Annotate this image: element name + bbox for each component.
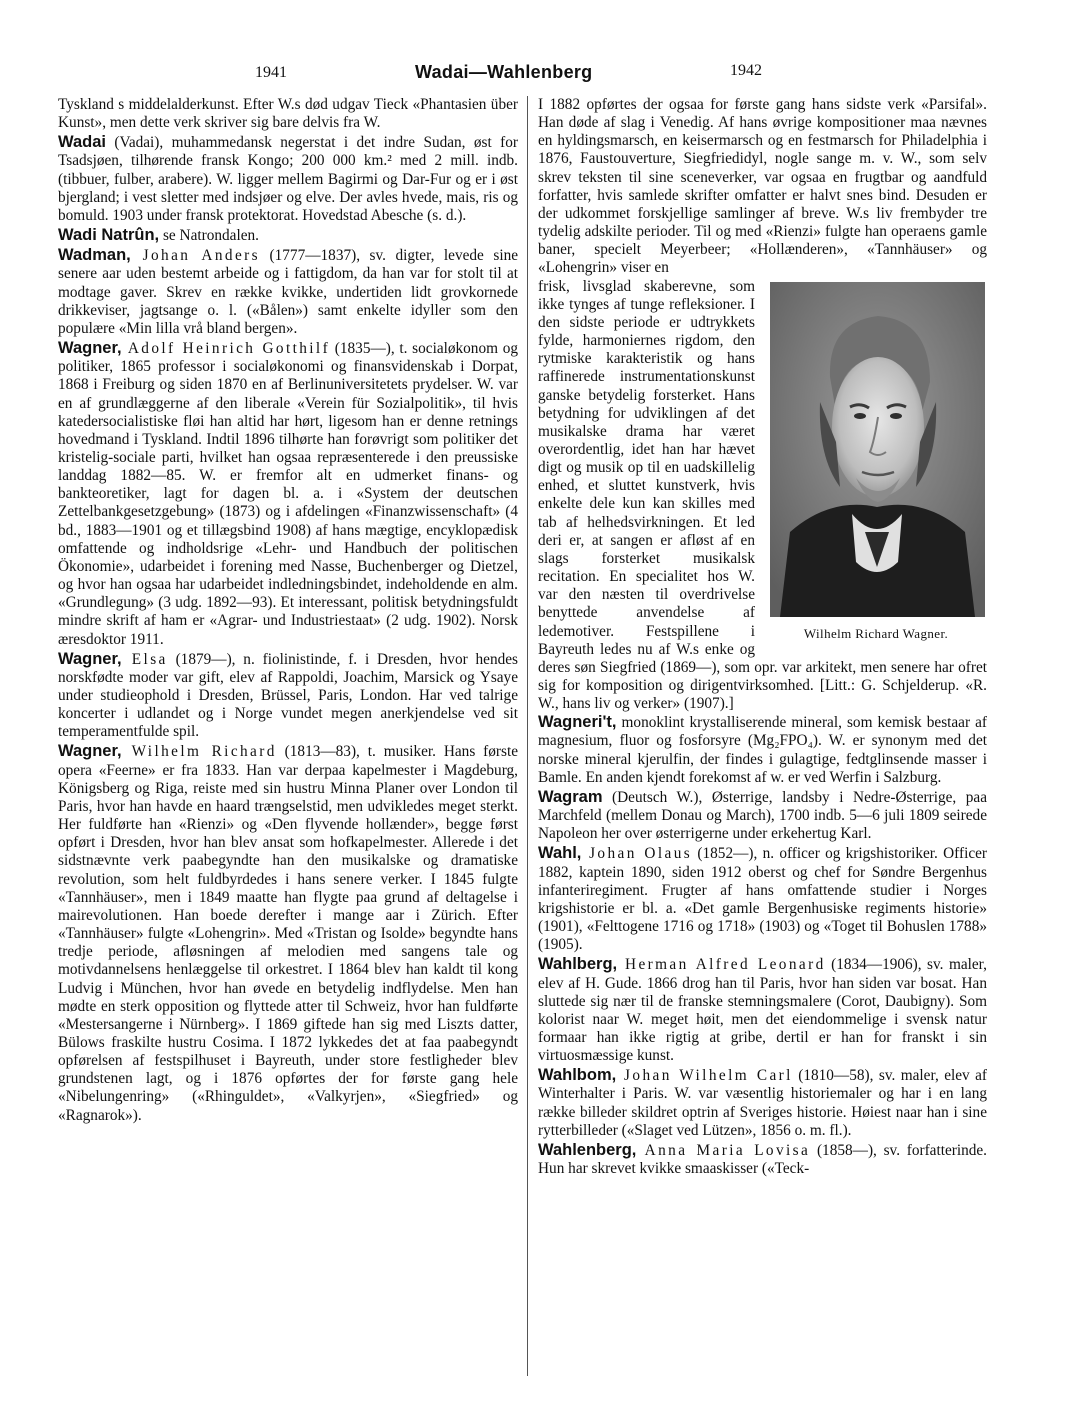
dictionary-entry (538, 788, 987, 843)
portrait-figure (765, 282, 987, 643)
portrait-caption: Wilhelm Richard Wagner. (803, 625, 949, 641)
dictionary-entry (58, 96, 518, 132)
entry-person-name: Wilhelm Richard (121, 743, 277, 761)
entry-body: (1835—), t. socialøkonom og politiker, 1865 professor i socialøkonomi og finansvidenskab i Dorpat, 1868 i Freiburg og siden 1870 en af Berlinuniversitetets prydelser. W. var en af grundlæggerne af den liberale «Verein für Sozialpolitik», til hvis katedersocialistiske fløi han altid har hørt, ligesom han er denne retnings hovedmand i Tyskland. Indtil 1896 tilhørte han forøvrigt som politiker det kristelig-sociale parti, hvilket han ogsaa repræsenterede i den preussiske landdag 1882—85. W. er fremfor alt en udmerket finans- og bankteoretiker, lagt for dagen bl. a. i «System der deutschen Zettelbankgesetzgebung» (1873) og i afdelingen «Finanzwissenschaft» (4 bd., 1883—1901 og et tillægsbind 1908) af hans mægtige, encyklopædisk omfattende og indholdsrige «Lehr- und Handbuch der politischen Ökonomie», udarbeidet i forening med Nasse, Buchenberger og Dietzel, og hvor han ogsaa har udarbeidet indledningsbindet, indeholdende en alm. «Grundlegung» (3 udg. 1892—93). Et interessant, politisk betydningsfuldt mindre skrift af ham er «Agrar- und Industriestaat» (2 udg. 1902). Norsk æresdoktor 1911. (58, 340, 518, 648)
entry-body: (1813—83), t. musiker. Hans første opera «Feerne» er fra 1833. Han var derpaa kapelmester i Magdeburg, Königsberg og Riga, reiste med sin hustru Minna Planer over London til Paris, hvor han havde en haard trængselstid, men udvikledes meget sterkt. Her fuldførte han «Rienzi» og «Den flyvende hollænder», begge først opført i Dresden, hvor han blev ansat som hofkapelmester. Allerede i det sidstnævnte verk paabegyndte han den musikalske og dramatiske revolution, som helt fuldbyrdedes i hans senere verker. I 1845 fulgte «Tannhäuser», men i 1849 maatte han flygte paa grund af deltagelse i mairevolutionen. Han boede derefter i mange aar i Zürich. Efter «Tannhäuser» fulgte «Lohengrin». Med «Tristan og Isolde» begyndte hans tredje periode, afløsningen af melodien med sangens tale og motivdannelsens henlæggelse til orkestret. I 1864 blev han kaldt til kong Ludvig i München, hvor han øvede en betydelig indflydelse. Men han mødte en sterk opposition og flyttede atter til Schweiz, hvor han fuldførte «Mestersangerne i Nürnberg». I 1869 giftede han sig med Liszts datter, Bülows fraskilte hustru Cosima. I 1872 lykkedes det at faa paabegyndt opførelsen af festspilhuset i Bayreuth, under store festligheder blev grundstenen lagt, og i 1876 opførtes der for første gang hele «Nibelungenring» («Rhinguldet», «Valkyrjen», «Siegfried» og «Ragnarok»). (58, 743, 518, 1124)
entry-body: (1858—), sv. forfatterinde. Hun har skrevet kvikke smaaskisser («Teck- (538, 1141, 988, 1178)
entry-person-name: Anna Maria Lovisa (636, 1141, 811, 1159)
running-head: Wadai—Wahlenberg (415, 62, 593, 82)
entry-headword: Wagner, (58, 742, 122, 761)
dictionary-entry (58, 133, 518, 225)
entry-headword: Wahlenberg, (538, 1140, 637, 1159)
entry-person-name: Elsa (121, 650, 168, 668)
dictionary-entry (58, 742, 518, 1124)
entry-headword: Wahl, (538, 844, 582, 863)
entry-body: (1852—), n. officer og krigshistoriker. Officer 1882, kaptein 1890, siden 1912 oberst og chef for Søndre Bergenhus infanteriregiment. Frugter af hans omfattende studier i Norges krigshistorie er bl. a. «Det gamle Bergenhusiske regiments historie» (1901), «Felttogene 1716 og 1718» (1903) og «Toget til Bohuslen 1788» (1905). (538, 845, 988, 954)
wagner-continuation-wrap: frisk, livsglad skaberevne, som ikke tynges af tunge refleksioner. I den sidste periode er udtrykkets fylde, harmoniernes rigdom, den rytmiske karakteristik og hans raffinerede instrumentationskunst ganske betydelig forsterket. Hans betydning for udviklingen af det musikalske drama har været overordentlig, idet han har hævet digt og musik op til en uadskillelig enhed, et sluttet kunstverk, hvis enkelte dele kun kan skilles med tab af helhedsvirkningen. Et led deri er, at sangen er afløst af en slags forsterket musikalsk recitation. En specialitet hos W. var den næsten til overdrivelse benyttede anvendelse af ledemotiver. Festspillene i Bayreuth ledes nu af W.s enke og deres søn Siegfried (1869—), som opr. var arkitekt, men senere har ofret sig for komposition og dirigentvirksomhed. [Litt.: G. Schjelderup. «R. W., hans liv og verker» (1907).] (538, 277, 987, 713)
page-number-right: 1942 (730, 62, 762, 79)
dictionary-entry (538, 1141, 987, 1178)
entry-headword: Wahlberg, (538, 955, 618, 974)
entry-body: (Vadai), muhammedansk negerstat i det indre Sudan, øst for Tsadsjøen, tilhørende fransk Kongo; 200 000 km.² med 2 mill. indb. (tibbuer, fulber, arabere). W. ligger mellem Bagirmi og Dar-Fur og er i øst bjergland; i vest sletter med indsjøer og elve. Der avles hvede, mais, ris og bomuld. 1903 under fransk protektorat. Hovedstad Abesche (s. d.). (58, 134, 518, 224)
entry-body: (Deutsch W.), Østerrige, landsby i Nedre-Østerrige, paa Marchfeld (mellem Donau og March), 1700 indb. 5—6 juli 1809 seirede Napoleon her over østerrigerne under erkehertug Karl. (538, 788, 987, 843)
entry-headword: Wagneri't, (538, 713, 617, 732)
dictionary-entry (538, 955, 987, 1065)
entry-headword: Wadai (58, 133, 106, 152)
entry-person-name: Johan Wilhelm Carl (616, 1067, 793, 1085)
entry-body: monoklint krystalliserende mineral, som kemisk bestaar af magnesium, fluor og fosforsyre (Mg₂FPO₄). W. er synonym med det norske mineral kjerulfin, der findes i gulagtige, fedtglinsende masser i Bamle. En anden kjendt forekomst af w. er ved Werfin i Salzburg. (538, 714, 987, 786)
entry-headword: Wagner, (58, 339, 122, 358)
column-divider (527, 96, 528, 1376)
entry-person-name: Adolf Heinrich Gotthilf (121, 340, 331, 358)
left-column (58, 96, 518, 1125)
right-column (538, 96, 987, 1178)
entry-body: (1810—58), sv. maler, elev af Winterhalter i Paris. W. var væsentlig historiemaler og har i en lang række billeder skildret optrin af Sveriges historie. Høiest naar han i sine rytterbilleder («Slaget ved Lützen», 1856 o. m. fl.). (538, 1067, 988, 1139)
entry-body: (1834—1906), sv. maler, elev af H. Gude. 1866 drog han til Paris, hvor han siden var bosat. Han sluttede sig nær til de franske stemningsmalere (Corot, Daubigny). Som kolorist naar W. meget høit, men det eiendommelige i svensk natur formaar han ikke rigtig at gribe, dertil er han for franskt i sin virtuosmæssige kunst. (538, 956, 987, 1065)
dictionary-entry (538, 844, 987, 954)
right-entries (538, 713, 987, 1178)
dictionary-entry (58, 339, 518, 649)
entry-body: (1879—), n. fiolinistinde, f. i Dresden, hvor hendes norskfødte moder var gift, elev af Rappoldi, Joachim, Marsick og Ysaye under studieophold i Dresden, Brüssel, Paris, London. Har ved talrige koncerter i udlandet og i Norge vundet megen anerkjendelse ved sit temperamentfulde spil. (58, 650, 518, 741)
page-number-left: 1941 (255, 64, 287, 81)
entry-headword: Wadman, (58, 246, 131, 265)
entry-person-name: Johan Anders (130, 247, 261, 265)
entry-body: se Natrondalen. (159, 227, 259, 245)
entry-headword: Wagner, (58, 649, 122, 668)
entry-body: Tyskland s middelalderkunst. Efter W.s død udgav Tieck «Phantasien über Kunst», men dette verk skriver sig bare delvis fra W. (58, 96, 518, 132)
dictionary-entry (58, 226, 518, 245)
dictionary-entry (58, 246, 518, 338)
entry-person-name: Johan Olaus (581, 845, 693, 863)
entry-person-name: Herman Alfred Leonard (617, 956, 826, 974)
entry-body: (1777—1837), sv. digter, levede sine senere aar uden bestemt arbeide og i fattigdom, da han var for stolt til at modtage gaver. Skrev en række kvikke, undertiden lidt grovkornede drikkeviser, jagtsange o. l. («Bålen») samt enkelte idyller som den populære «Min lilla vrå bland bergen». (58, 247, 519, 337)
entry-headword: Wagram (538, 787, 603, 806)
entry-headword: Wahlbom, (538, 1066, 617, 1085)
wagner-portrait-image (770, 282, 985, 617)
wagner-continuation: I 1882 opførtes der ogsaa for første gang hans sidste verk «Parsifal». Han døde af slag i Venedig. Af hans øvrige kompositioner maa nævnes en hyldingsmarsch, en keisermarsch og en festmarsch for Philadelphia i 1876, Faustouverture, Siegfriedidyl, nogle sange m. v. W., som selv skrev teksten til sine sceneverker, var ogsaa en frugtbar og aandfuld forfatter, hvis samlede skrifter omfatter er halvt snes bind. Desuden er der udkommet forskjellige samlinger af breve. W.s liv frembyder tre tydelig adskilte perioder. Til og med «Rienzi» fulgte han operaens gamle baner, specielt Meyerbeer; «Hollænderen», «Tannhäuser» og «Lohengrin» viser en (538, 96, 987, 277)
dictionary-entry (538, 713, 987, 787)
dictionary-entry (538, 1066, 987, 1140)
entry-headword: Wadi Natrûn, (58, 226, 160, 245)
dictionary-entry (58, 650, 518, 742)
page-header (0, 58, 1080, 88)
